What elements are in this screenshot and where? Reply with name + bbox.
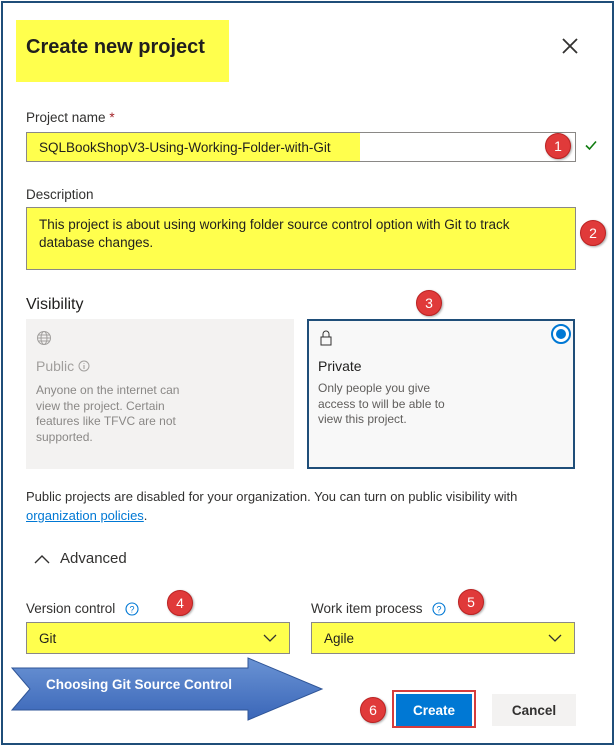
create-button[interactable]: Create [396, 694, 472, 726]
visibility-label: Visibility [26, 296, 84, 313]
svg-text:?: ? [129, 604, 135, 615]
annotation-badge-2: 2 [580, 220, 606, 246]
description-value: This project is about using working folder source control option with Git to track database changes. [39, 217, 510, 250]
annotation-badge-4: 4 [167, 590, 193, 616]
visibility-public-card[interactable] [26, 319, 294, 469]
work-item-process-label: Work item process ? [311, 601, 446, 616]
close-button[interactable] [556, 32, 584, 60]
version-control-label: Version control ? [26, 601, 139, 616]
project-name-value: SQLBookShopV3-Using-Working-Folder-with-Git [39, 140, 331, 155]
globe-icon [36, 330, 52, 346]
svg-text:?: ? [436, 604, 442, 615]
project-name-label: Project name * [26, 110, 115, 125]
close-icon [561, 37, 579, 55]
info-icon [78, 360, 90, 372]
private-radio[interactable] [551, 324, 571, 344]
annotation-arrow-text: Choosing Git Source Control [46, 677, 232, 692]
annotation-badge-1: 1 [545, 133, 571, 159]
chevron-down-icon [548, 634, 562, 642]
chevron-down-icon [263, 634, 277, 642]
visibility-private-card[interactable] [307, 319, 575, 469]
chevron-up-icon [34, 554, 50, 564]
checkmark-icon [584, 138, 598, 152]
annotation-badge-5: 5 [458, 589, 484, 615]
cancel-button[interactable]: Cancel [492, 694, 576, 726]
public-title: Public [36, 358, 90, 374]
annotation-badge-6: 6 [360, 697, 386, 723]
organization-policies-link[interactable]: organization policies [26, 508, 144, 523]
public-description: Anyone on the internet can view the project. Certain features like TFVC are not supported. [36, 383, 180, 444]
private-title: Private [318, 358, 362, 374]
annotation-badge-3: 3 [416, 290, 442, 316]
version-control-dropdown[interactable] [26, 622, 290, 654]
advanced-toggle[interactable] [34, 550, 127, 567]
work-item-process-value: Agile [324, 630, 355, 646]
lock-icon [318, 329, 334, 347]
version-control-value: Git [39, 630, 57, 646]
work-item-process-dropdown[interactable] [311, 622, 575, 654]
info-icon[interactable] [432, 602, 446, 616]
description-label: Description [26, 187, 94, 202]
visibility-note: Public projects are disabled for your organization. You can turn on public visibility with organization policies. [26, 489, 518, 523]
advanced-label: Advanced [60, 550, 127, 567]
info-icon[interactable] [125, 602, 139, 616]
dialog-title: Create new project [26, 36, 205, 58]
private-description: Only people you give access to will be able to view this project. [318, 381, 445, 426]
